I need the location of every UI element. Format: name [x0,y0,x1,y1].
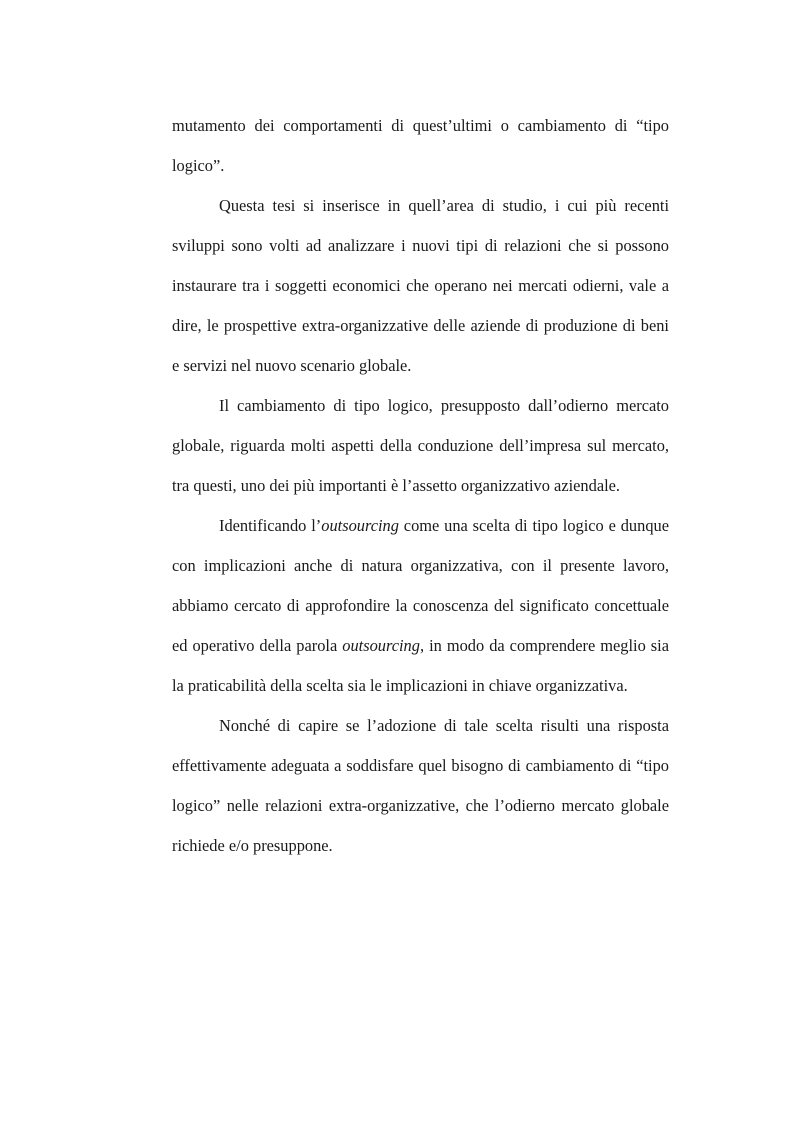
paragraph-1 [172,106,669,186]
paragraph-5 [172,706,669,866]
paragraph-5-text: Nonché di capire se l’adozione di tale scelta risulti una risposta effettivamente adeguata a soddisfare quel bisogno di cambiamento di “tipo logico” nelle relazioni extra-organizzative, che l’odierno mercato globale richiede e/o presuppone. [172,716,669,855]
paragraph-1-text: mutamento dei comportamenti di quest’ultimi o cambiamento di “tipo logico”. [172,116,669,175]
paragraph-3-text: Il cambiamento di tipo logico, presupposto dall’odierno mercato globale, riguarda molti aspetti della conduzione dell’impresa sul mercato, tra questi, uno dei più importanti è l’assetto organizzativo aziendale. [172,396,669,495]
paragraph-4-term-outsourcing-1: outsourcing [321,516,399,535]
document-page [172,106,669,866]
paragraph-4-text-a: Identificando l’ [219,516,322,535]
paragraph-2 [172,186,669,386]
paragraph-2-text: Questa tesi si inserisce in quell’area di studio, i cui più recenti sviluppi sono volti ad analizzare i nuovi tipi di relazioni che si possono instaurare tra i soggetti economici che operano nei mercati odierni, vale a dire, le prospettive extra-organizzative delle aziende di produzione di beni e servizi nel nuovo scenario globale. [172,196,669,375]
paragraph-3 [172,386,669,506]
paragraph-4-term-outsourcing-2: outsourcing [342,636,420,655]
paragraph-4-text-b: come una scelta di tipo logico e dunque con implicazioni anche di natura organizzativa, con il presente lavoro, abbiamo cercato di approfondire la conoscenza del significato concettuale ed operativo della parola [172,516,669,655]
paragraph-4 [172,506,669,706]
paragraph-4-text-c: , in modo da comprendere meglio sia la praticabilità della scelta sia le implicazioni in chiave organizzativa. [172,636,669,695]
